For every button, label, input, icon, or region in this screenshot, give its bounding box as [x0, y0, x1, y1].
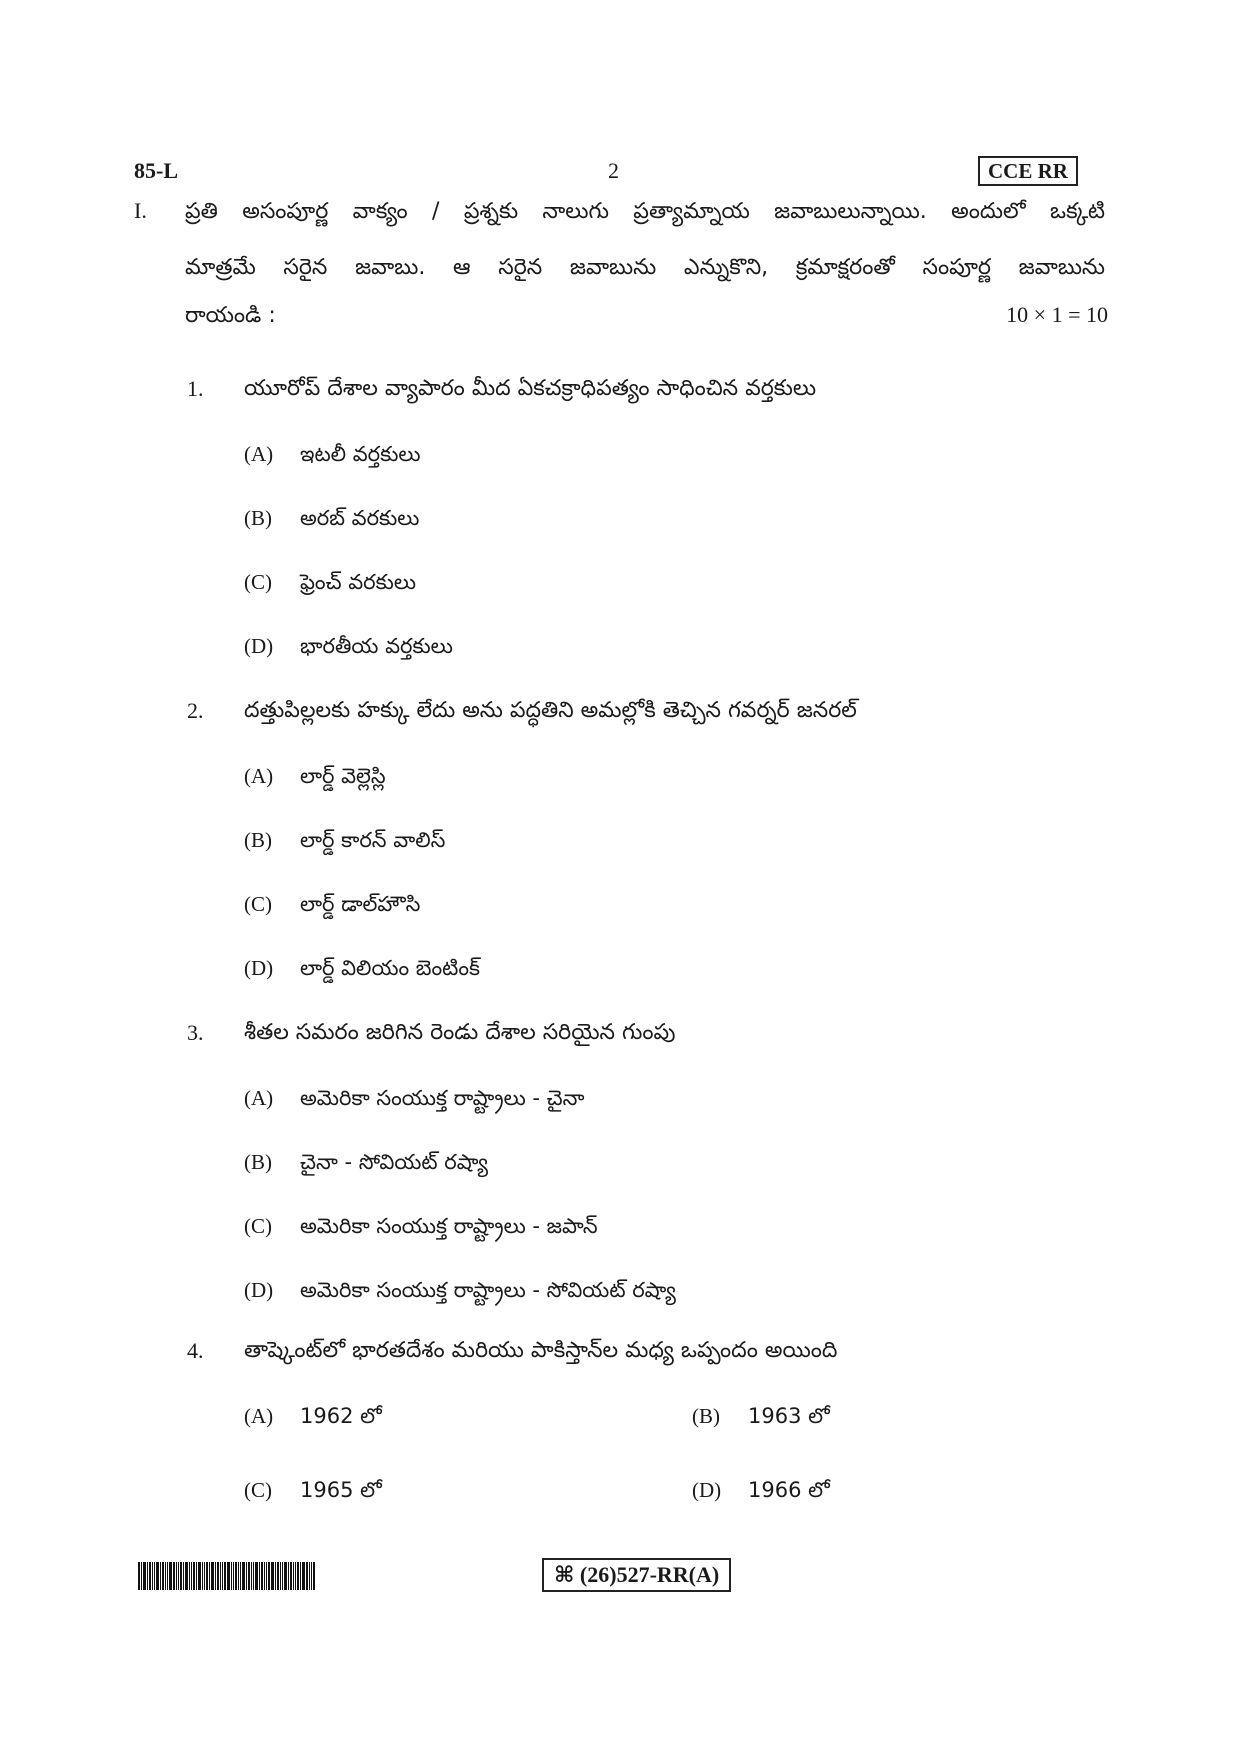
option-text: భారతీయ వర్తకులు: [300, 634, 453, 658]
option-text: చైనా - సోవియట్ రష్యా: [300, 1150, 488, 1174]
option-text: 1963 లో: [748, 1404, 830, 1428]
option-text: 1962 లో: [300, 1404, 382, 1428]
option-text: లార్డ్ విలియం బెంటింక్: [300, 956, 480, 980]
instruction-line-1: ప్రతి అసంపూర్ణ వాక్యం / ప్రశ్నకు నాలుగు ప్రత్యామ్నాయ జవాబులున్నాయి. అందులో ఒక్కటి: [185, 199, 1105, 224]
option-text: ఇటలీ వర్తకులు: [300, 442, 421, 466]
marks-formula: 10 × 1 = 10: [1006, 302, 1108, 327]
option-label: (B): [692, 1404, 720, 1428]
option-label: (A): [244, 1404, 274, 1428]
option-text: ఫ్రెంచ్ వరకులు: [300, 570, 416, 594]
option-text: అమెరికా సంయుక్త రాష్ట్రాలు - చైనా: [300, 1086, 585, 1110]
option-text: అమెరికా సంయుక్త రాష్ట్రాలు - జపాన్: [300, 1214, 598, 1238]
question-text: యూరోప్ దేశాల వ్యాపారం మీద ఏకచక్రాధిపత్యం సాధించిన వర్తకులు: [244, 376, 817, 401]
option-label: (D): [692, 1478, 722, 1502]
question-number: 3.: [187, 1020, 204, 1045]
option-label: (B): [244, 506, 272, 530]
option-label: (A): [244, 764, 274, 788]
option-label: (A): [244, 1086, 274, 1110]
option-text: లార్డ్ వెల్లెస్లి: [300, 764, 386, 788]
option-text: 1966 లో: [748, 1478, 830, 1502]
question-text: దత్తుపిల్లలకు హక్కు లేదు అను పద్ధతిని అమల్లోకి తెచ్చిన గవర్నర్ జనరల్: [244, 698, 857, 723]
option-label: (C): [244, 1478, 272, 1502]
option-label: (C): [244, 892, 272, 916]
option-label: (B): [244, 828, 272, 852]
question-number: 2.: [187, 698, 204, 723]
paper-code-box: ⌘ (26)527-RR(A): [542, 1558, 731, 1592]
option-label: (A): [244, 442, 274, 466]
series-box: CCE RR: [978, 156, 1078, 186]
page-number: 2: [608, 158, 619, 183]
question-number: 1.: [187, 376, 204, 401]
option-label: (D): [244, 956, 274, 980]
option-text: 1965 లో: [300, 1478, 382, 1502]
option-text: అరబ్ వరకులు: [300, 506, 420, 530]
option-label: (C): [244, 1214, 272, 1238]
option-text: లార్డ్ డాల్‌హౌసి: [300, 892, 421, 916]
barcode: [138, 1562, 382, 1590]
option-text: లార్డ్ కారన్ వాలిస్: [300, 828, 446, 852]
option-text: అమెరికా సంయుక్త రాష్ట్రాలు - సోవియట్ రష్యా: [300, 1278, 676, 1302]
question-number: 4.: [187, 1338, 204, 1363]
option-label: (B): [244, 1150, 272, 1174]
instruction-line-2: మాత్రమే సరైన జవాబు. ఆ సరైన జవాబును ఎన్నుకొని, క్రమాక్షరంతో సంపూర్ణ జవాబును: [185, 255, 1105, 280]
exam-code: 85-L: [134, 158, 178, 183]
option-label: (D): [244, 1278, 274, 1302]
question-text: శీతల సమరం జరిగిన రెండు దేశాల సరియైన గుంపు: [244, 1020, 676, 1045]
instruction-line-3: రాయండి :: [185, 303, 276, 328]
option-label: (D): [244, 634, 274, 658]
question-text: తాష్కెంట్‌లో భారతదేశం మరియు పాకిస్తాన్‌ల మధ్య ఒప్పందం అయింది: [244, 1338, 838, 1363]
option-label: (C): [244, 570, 272, 594]
section-number: I.: [134, 198, 147, 223]
